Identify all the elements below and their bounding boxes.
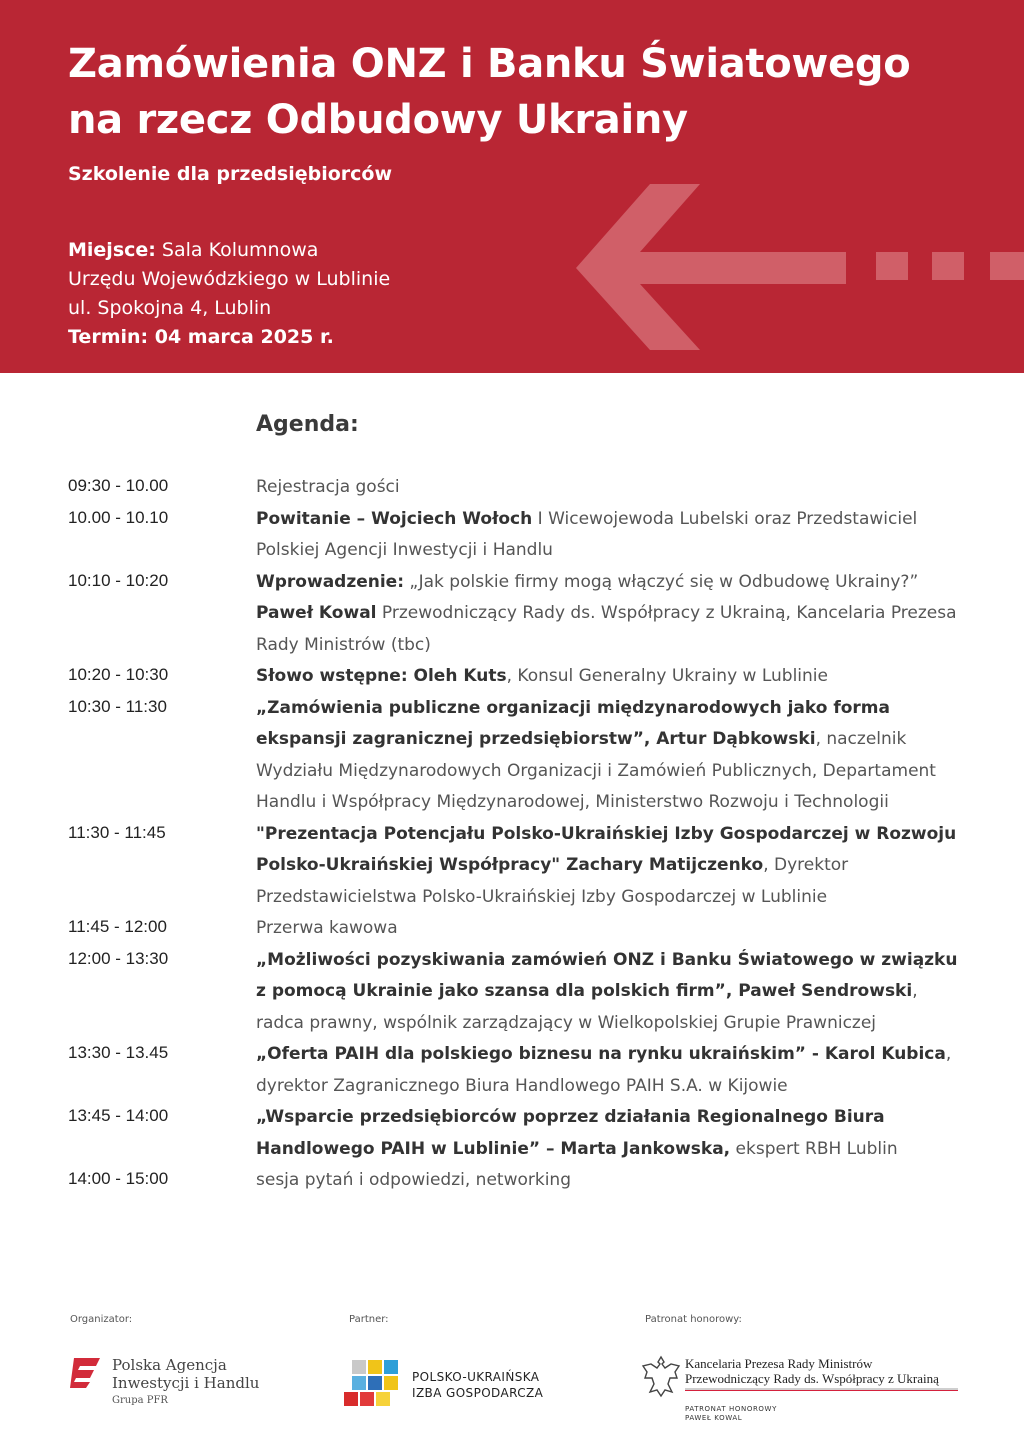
place-line-3: ul. Spokojna 4, Lublin: [68, 297, 272, 319]
agenda-bold-text: Paweł Kowal: [256, 603, 377, 623]
pu-line-2: IZBA GOSPODARCZA: [412, 1386, 544, 1400]
agenda-description: [256, 1165, 966, 1197]
agenda-text: Przewodniczący Rady ds. Współpracy z Ukrainą, Kancelaria Prezesa Rady Ministrów (tbc): [256, 603, 957, 655]
agenda-bold-text: Słowo wstępne: Oleh Kuts: [256, 666, 507, 686]
place-line-2: Urzędu Wojewódzkiego w Lublinie: [68, 268, 391, 290]
agenda-row: [0, 472, 1024, 504]
agenda-text: , dyrektor Zagranicznego Biura Handlowego PAIH S.A. w Kijowie: [256, 1044, 952, 1096]
agenda-time: 10:10 - 10:20: [68, 570, 169, 590]
paih-group: Grupa PFR: [112, 1395, 168, 1406]
agenda-text: ekspert RBH Lublin: [730, 1138, 898, 1159]
puzzle-logo-icon: [342, 1358, 408, 1410]
agenda-description: [256, 1102, 966, 1165]
event-details: [68, 236, 390, 352]
agenda-description: [256, 913, 966, 945]
agenda-description: [256, 819, 966, 914]
paih-logo-icon: [68, 1356, 102, 1390]
agenda-bold-text: "Prezentacja Potencjału Polsko-Ukraińskiej Izby Gospodarczej w Rozwoju Polsko-Ukraińskiej Współpracy" Zachary Matijczenko: [256, 823, 957, 875]
paih-name: [112, 1356, 259, 1410]
agenda-row: [0, 1102, 1024, 1165]
agenda-time: 10.00 - 10.10: [68, 507, 169, 527]
page-title: [68, 36, 998, 148]
agenda-bold-text: „Oferta PAIH dla polskiego biznesu na rynku ukraińskim” - Karol Kubica: [256, 1044, 946, 1064]
kprm-line-1: Kancelaria Prezesa Rady Ministrów: [685, 1356, 873, 1371]
agenda-list: [0, 472, 1024, 1197]
place-line-1: [68, 236, 390, 265]
agenda-bold-text: „Możliwości pozyskiwania zamówień ONZ i Banku Światowego w związku z pomocą Ukrainie jako szansa dla polskich firm”, Paweł Sendrowski: [256, 949, 958, 1001]
agenda-row: [0, 693, 1024, 819]
agenda-description: [256, 567, 966, 662]
kprm-line-2: Przewodniczący Rady ds. Współpracy z Ukrainą: [685, 1371, 939, 1386]
agenda-time: 11:30 - 11:45: [68, 822, 166, 842]
patronat-note: [685, 1405, 777, 1423]
agenda-row: [0, 504, 1024, 567]
agenda-description: [256, 945, 966, 1040]
agenda-time: 10:20 - 10:30: [68, 665, 169, 684]
agenda-time: 12:00 - 13:30: [68, 948, 169, 968]
eagle-emblem-icon: [641, 1354, 681, 1398]
agenda-text: , radca prawny, wspólnik zarządzający w Wielkopolskiej Grupie Prawniczej: [256, 981, 918, 1033]
agenda-bold-text: Wprowadzenie:: [256, 571, 405, 592]
partner-label: Partner:: [349, 1314, 389, 1325]
agenda-text: „Jak polskie firmy mogą włączyć się w Odbudowę Ukrainy?”: [404, 571, 919, 592]
paih-line-2: Inwestycji i Handlu: [112, 1374, 260, 1392]
agenda-text: , Dyrektor Przedstawicielstwa Polsko-Ukraińskiej Izby Gospodarczej w Lublinie: [256, 855, 849, 907]
organizer-label: Organizator:: [70, 1314, 133, 1325]
agenda-description: [256, 504, 966, 567]
agenda-description: [256, 1039, 966, 1102]
agenda-description: [256, 661, 966, 693]
agenda-row: [0, 567, 1024, 662]
event-date: Termin: 04 marca 2025 r.: [68, 326, 334, 348]
agenda-time: 13:30 - 13.45: [68, 1043, 169, 1062]
agenda-bold-text: „Zamówienia publiczne organizacji międzynarodowych jako forma ekspansji zagranicznej przedsiębiorstw”, Artur Dąbkowski: [256, 697, 890, 749]
kprm-name: [685, 1356, 939, 1386]
header-banner: [0, 0, 1024, 373]
agenda-bold-text: „Wsparcie przedsiębiorców poprzez działania Regionalnego Biura Handlowego PAIH w Lublinie” – Marta Jankowska,: [256, 1107, 885, 1159]
polish-flag-line: [685, 1388, 958, 1391]
agenda-row: [0, 1165, 1024, 1197]
agenda-time: 13:45 - 14:00: [68, 1106, 169, 1125]
patron-label: Patronat honorowy:: [645, 1314, 742, 1325]
agenda-row: [0, 945, 1024, 1040]
title-line-2: na rzecz Odbudowy Ukrainy: [68, 97, 688, 143]
pu-line-1: POLSKO-UKRAIŃSKA: [412, 1370, 540, 1384]
agenda-time: 11:45 - 12:00: [68, 917, 167, 936]
subtitle: Szkolenie dla przedsiębiorców: [68, 163, 393, 185]
pu-chamber-name: [412, 1369, 543, 1401]
title-line-1: Zamówienia ONZ i Banku Światowego: [68, 41, 911, 87]
agenda-row: [0, 913, 1024, 945]
agenda-text: Przerwa kawowa: [256, 918, 398, 938]
agenda-time: 10:30 - 11:30: [68, 696, 167, 716]
agenda-row: [0, 661, 1024, 693]
patronat-line-1: PATRONAT HONOROWY: [685, 1405, 777, 1413]
agenda-heading: Agenda:: [256, 412, 359, 437]
place-label: Miejsce:: [68, 239, 156, 261]
place-value: Sala Kolumnowa: [155, 239, 319, 261]
paih-line-1: Polska Agencja: [112, 1356, 227, 1374]
agenda-text: , Konsul Generalny Ukrainy w Lublinie: [506, 666, 828, 686]
agenda-text: sesja pytań i odpowiedzi, networking: [256, 1170, 571, 1190]
agenda-description: [256, 693, 966, 819]
agenda-time: 09:30 - 10.00: [68, 476, 169, 495]
agenda-time: 14:00 - 15:00: [68, 1169, 169, 1188]
agenda-bold-text: Powitanie – Wojciech Wołoch: [256, 508, 533, 529]
patronat-line-2: PAWEŁ KOWAL: [685, 1414, 743, 1422]
agenda-description: [256, 472, 966, 504]
agenda-row: [0, 1039, 1024, 1102]
agenda-row: [0, 819, 1024, 914]
agenda-text: Rejestracja gości: [256, 477, 400, 497]
agenda-text: I Wicewojewoda Lubelski oraz Przedstawiciel Polskiej Agencji Inwestycji i Handlu: [256, 508, 918, 560]
agenda-text: , naczelnik Wydziału Międzynarodowych Organizacji i Zamówień Publicznych, Departament Handlu i Współpracy Międzynarodowej, Ministerstwo Rozwoju i Technologii: [256, 729, 936, 812]
